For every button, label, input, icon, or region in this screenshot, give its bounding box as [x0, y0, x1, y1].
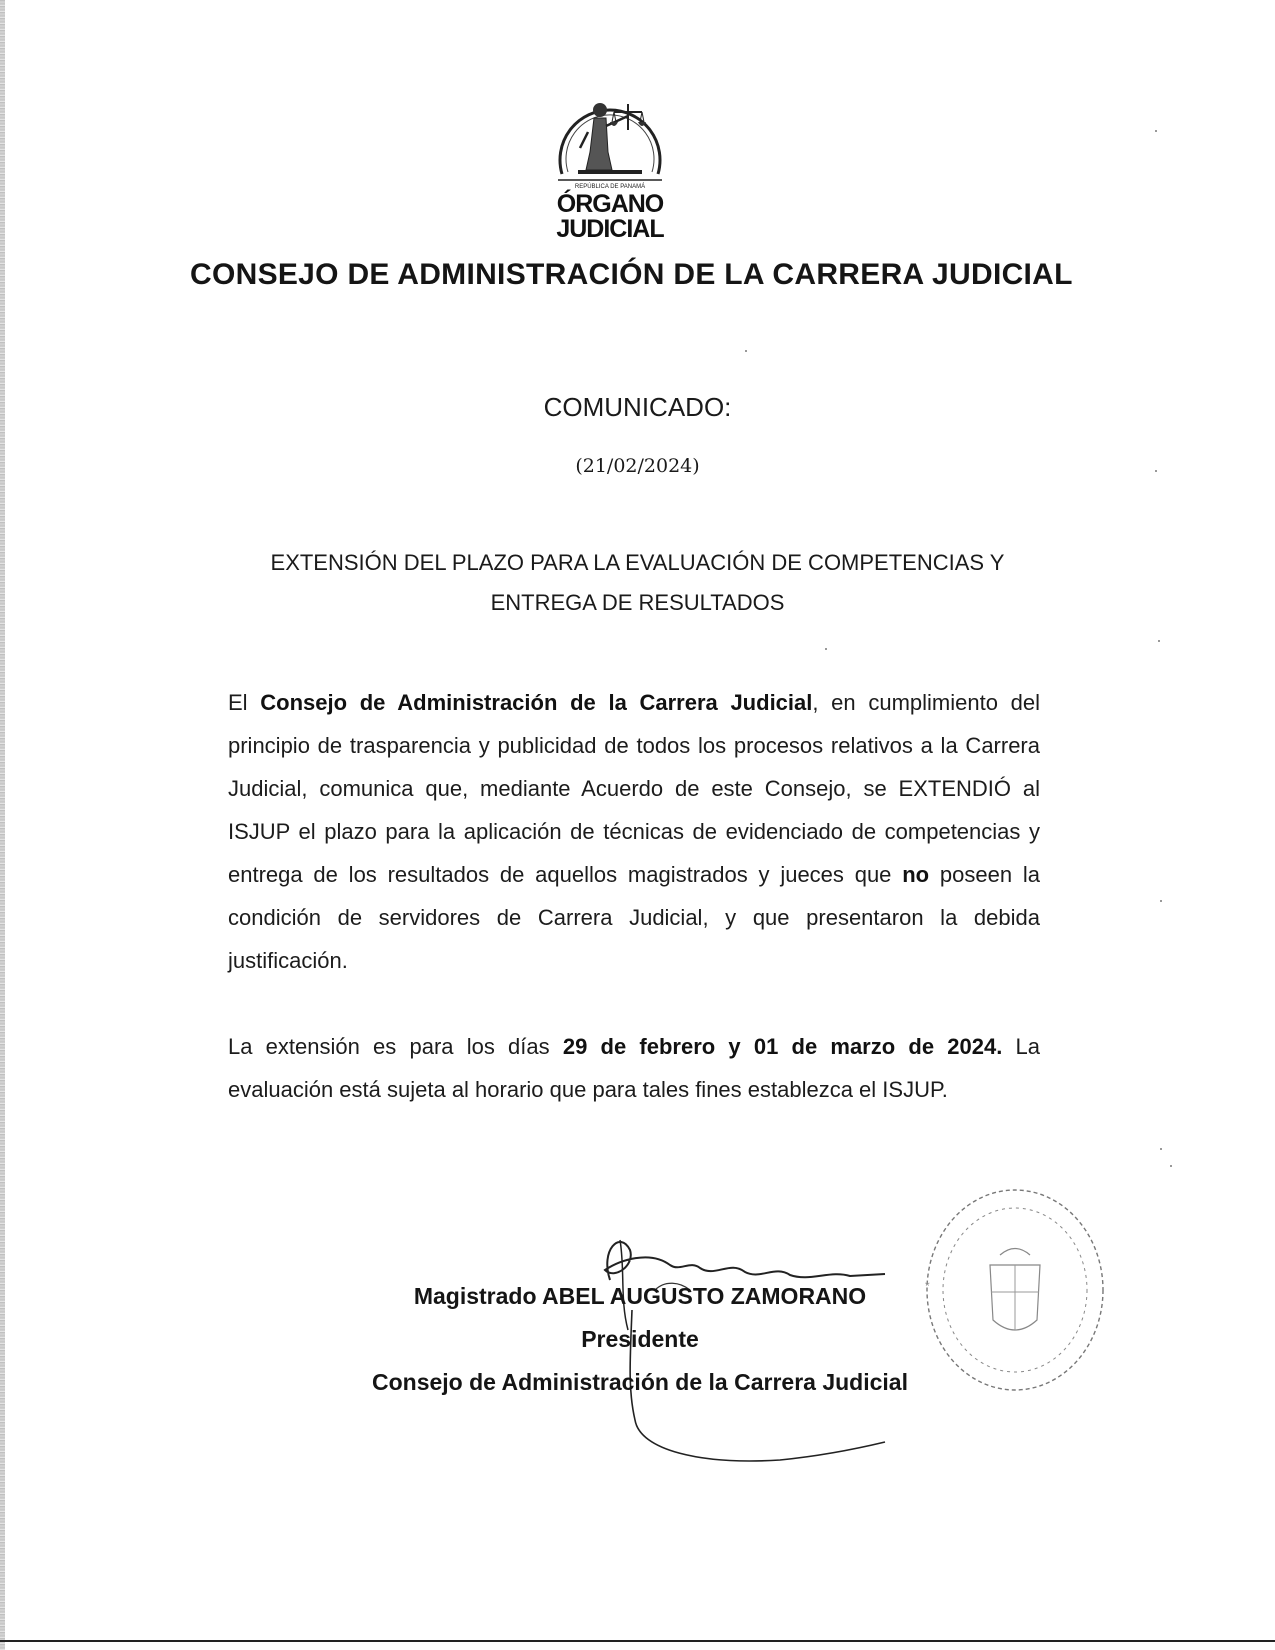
- logo-small-text: REPÚBLICA DE PANAMÁ: [574, 184, 646, 190]
- body-paragraph-2: [228, 1025, 1040, 1111]
- official-seal-stamp: [905, 1180, 1105, 1400]
- document-subject: [0, 543, 1275, 623]
- paragraph-1-entity: Consejo de Administración de la Carrera Judicial: [260, 690, 813, 715]
- document-date: (21/02/2024): [575, 455, 700, 477]
- scan-left-edge: [0, 0, 5, 1650]
- signer-organization: Consejo de Administración de la Carrera Judicial: [372, 1369, 908, 1395]
- organo-judicial-logo: [550, 82, 670, 252]
- subject-line-2: ENTREGA DE RESULTADOS: [490, 590, 785, 615]
- paragraph-1-lead: El: [228, 690, 261, 715]
- organization-title: CONSEJO DE ADMINISTRACIÓN DE LA CARRERA JUDICIAL: [190, 258, 1073, 291]
- paragraph-2-text: La evaluación está sujeta al horario que para tales fines establezca el ISJUP.: [228, 1034, 1041, 1102]
- svg-text:*: *: [925, 1279, 930, 1293]
- paragraph-1-emphasis-no: no: [902, 862, 930, 887]
- logo-word-organo: ÓRGANO: [556, 190, 664, 218]
- paragraph-1-text-b: poseen la condición de servidores de Carrera Judicial, y que presentaron la debida justificación.: [228, 862, 1040, 973]
- logo-word-judicial: JUDICIAL: [556, 215, 664, 243]
- body-paragraph-1: [228, 681, 1040, 982]
- justice-emblem-icon: [550, 82, 670, 192]
- signer-role: Presidente: [581, 1326, 699, 1352]
- scan-bottom-rule: [0, 1640, 1275, 1642]
- paragraph-2-dates: 29 de febrero y 01 de marzo de 2024.: [562, 1034, 1003, 1059]
- signature-block: [340, 1275, 940, 1404]
- signer-name: Magistrado ABEL AUGUSTO ZAMORANO: [413, 1283, 867, 1309]
- subject-line-1: EXTENSIÓN DEL PLAZO PARA LA EVALUACIÓN DE COMPETENCIAS Y: [270, 550, 1005, 575]
- paragraph-1-text-a: , en cumplimiento del principio de trasparencia y publicidad de todos los procesos relativos a la Carrera Judicial, comunica que, mediante Acuerdo de este Consejo, se EXTENDIÓ al ISJUP el plazo para la aplicación de técnicas de evidenciado de competencias y entrega de los resultados de aquellos magistrados y jueces que: [228, 690, 1040, 887]
- paragraph-2-lead: La extensión es para los días: [228, 1034, 563, 1059]
- document-heading: COMUNICADO:: [543, 392, 732, 422]
